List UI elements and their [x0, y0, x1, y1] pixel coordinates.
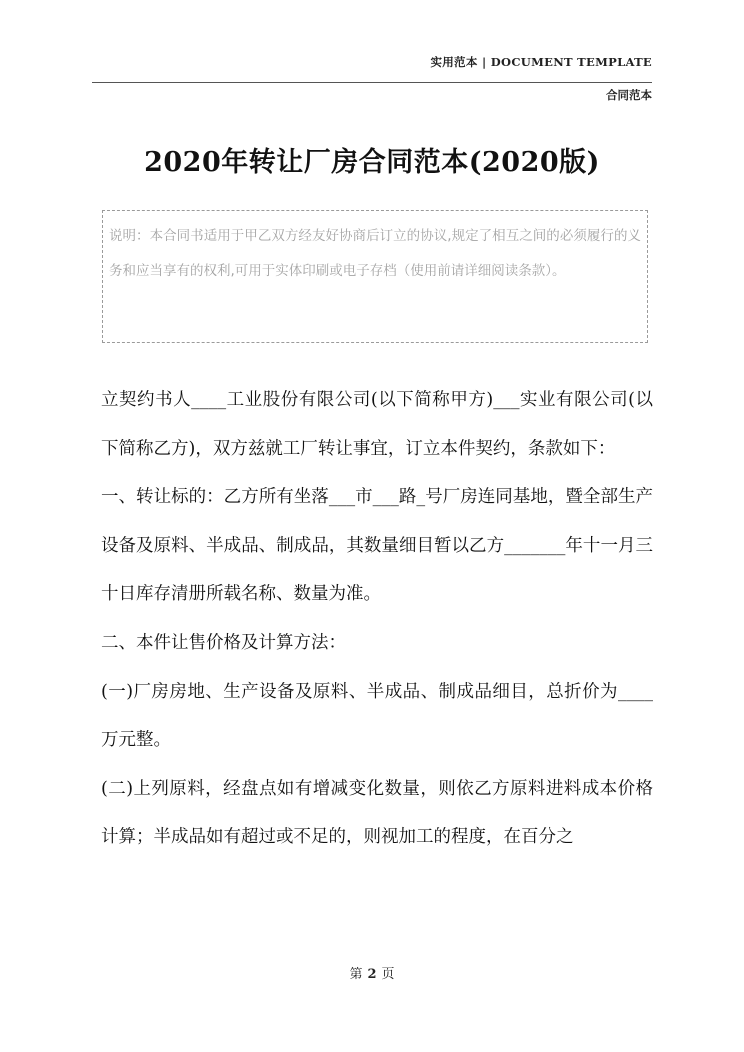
usage-note-text: 说明：本合同书适用于甲乙双方经友好协商后订立的协议,规定了相互之间的必须履行的义务和应当享有的权利,可用于实体印刷或电子存档（使用前请详细阅读条款）。	[109, 228, 641, 279]
body-paragraph-clause-2-1: (一)厂房房地、生产设备及原料、半成品、制成品细目，总折价为____万元整。	[101, 681, 653, 751]
footer-prefix: 第	[349, 967, 363, 982]
footer-suffix: 页	[381, 967, 395, 982]
body-paragraph-clause-1: 一、转让标的：乙方所有坐落___市___路_号厂房连同基地，暨全部生产设备及原料、半成品、制成品，其数量细目暂以乙方_______年十一月三十日库存清册所载名称、数量为准。	[101, 487, 653, 605]
contract-body	[101, 376, 653, 862]
body-paragraph-preamble: 立契约书人____工业股份有限公司(以下简称甲方)___实业有限公司(以下简称乙方)，双方兹就工厂转让事宜，订立本件契约，条款如下：	[101, 390, 653, 459]
page-number: 2	[367, 967, 377, 982]
body-paragraph-clause-2: 二、本件让售价格及计算方法：	[101, 632, 346, 653]
body-paragraph-clause-2-2: (二)上列原料，经盘点如有增减变化数量，则依乙方原料进料成本价格计算；半成品如有超过或不足的，则视加工的程度，在百分之	[101, 778, 653, 848]
header-template-label: 实用范本 | DOCUMENT TEMPLATE	[430, 55, 652, 69]
document-title: 2020年转让厂房合同范本(2020版)	[144, 147, 600, 178]
header-divider	[92, 82, 652, 83]
header-category-label: 合同范本	[606, 88, 652, 102]
page-footer	[0, 963, 744, 982]
usage-note-box	[102, 210, 648, 343]
